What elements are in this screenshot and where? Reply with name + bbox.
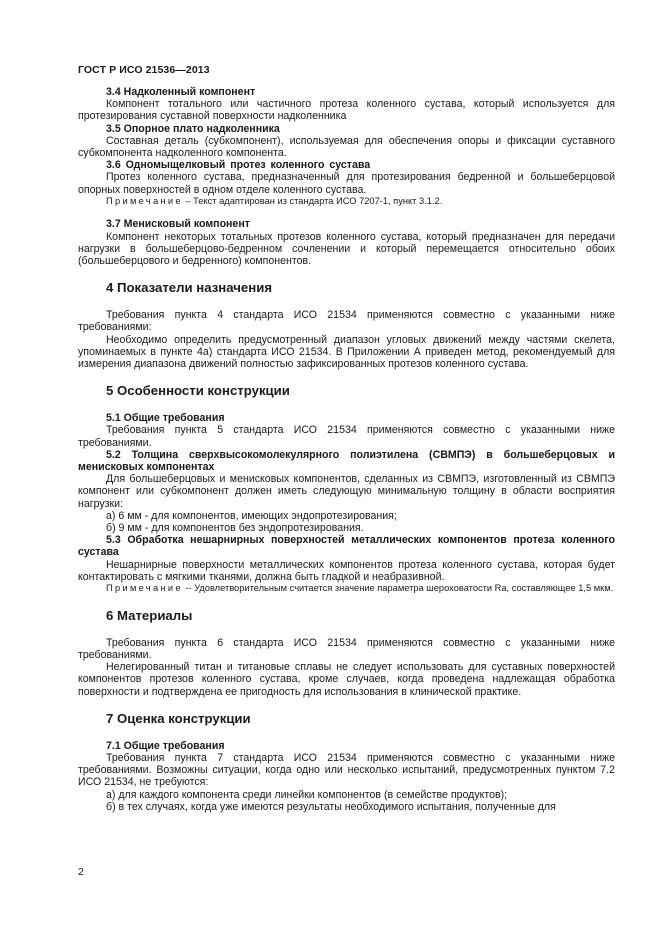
note-label: Примечание — [106, 583, 183, 594]
section-3-6-note — [78, 196, 615, 208]
section-5-3-note — [78, 583, 615, 595]
document-header: ГОСТ Р ИСО 21536—2013 — [78, 64, 210, 76]
section-7-1-text: Требования пункта 7 стандарта ИСО 21534 применяются совместно с указанными ниже требованиями. Возможны ситуации, когда одно или несколько испытаний, предусмотренных пунктом 7.2 ИСО 21534, не требуются: — [78, 751, 615, 789]
section-6-heading: 6 Материалы — [106, 607, 193, 623]
section-3-6-text: Протез коленного сустава, предназначенный для протезирования бедренной и большеберцовой опорных поверхностей в одном отделе коленного сустава. — [78, 171, 615, 196]
section-3-5-title: 3.5 Опорное плато надколенника — [106, 122, 280, 135]
section-5-heading: 5 Особенности конструкции — [106, 383, 290, 399]
section-5-3-text: Нешарнирные поверхности металлических компонентов протеза коленного сустава, которая будет контактировать с мягкими тканями, должна быть гладкой и неабразивной. — [78, 558, 615, 583]
section-7-1-item-a: а) для каждого компонента среди линейки компонентов (в семействе продуктов); — [106, 788, 508, 801]
section-4-heading: 4 Показатели назначения — [106, 280, 273, 296]
section-5-2-item-b: б) 9 мм - для компонентов без эндопротезирования. — [106, 522, 364, 535]
section-3-4-title: 3.4 Надколенный компонент — [106, 86, 256, 98]
section-3-4-text: Компонент тотального или частичного протеза коленного сустава, который используется для протезирования суставной поверхности надколенника — [78, 98, 615, 123]
section-3-7-title: 3.7 Менисковый компонент — [106, 218, 250, 231]
section-5-2-title: 5.2 Толщина сверхвысокомолекулярного полиэтилена (СВМПЭ) в большеберцовых и менисковых компонентах — [78, 448, 615, 474]
note-text: – Текст адаптирован из стандарта ИСО 7207-1, пункт 3.1.2. — [182, 195, 443, 206]
section-7-1-item-b: б) в тех случаях, когда уже имеются результаты необходимого испытания, полученные для — [106, 800, 556, 813]
note-text: -- Удовлетворительным считается значение параметра шероховатости Ra, составляющее 1,5 мкм. — [182, 583, 614, 594]
section-3-6-title: 3.6 Одномыщелковый протез коленного сустава — [106, 159, 371, 172]
section-3-5-text: Составная деталь (субкомпонент), используемая для обеспечения опоры и фиксации суставного субкомпонента надколенного компонента. — [78, 134, 615, 160]
section-5-2-text: Для большеберцовых и менисковых компонентов, сделанных из СВМПЭ, изготовленный из СВМПЭ компонент или субкомпонент должен иметь следующую минимальную толщину в области восприятия нагрузки: — [78, 473, 615, 510]
section-5-3-title: 5.3 Обработка нешарнирных поверхностей металлических компонентов протеза коленного сустава — [78, 534, 615, 559]
section-5-2-item-a: а) 6 мм - для компонентов, имеющих эндопротезирования; — [106, 509, 397, 522]
page-number: 2 — [78, 866, 84, 878]
section-6-paragraph-2: Нелегированный титан и титановые сплавы не следует использовать для суставных поверхностей компонентов протезов коленного сустава, кроме случаев, когда проведена надлежащая обработка поверхности и подтверждена ее пригодность для использования в клинической практике. — [78, 661, 615, 698]
section-6-paragraph-1: Требования пункта 6 стандарта ИСО 21534 применяются совместно с указанными ниже требованиями. — [78, 636, 615, 661]
section-7-heading: 7 Оценка конструкции — [106, 710, 251, 726]
section-3-7-text: Компонент некоторых тотальных протезов коленного сустава, который предназначен для передачи нагрузки в большеберцово-бедренном сочленении и который перемещается относительно обоих (большеберцового и бедренного) компонентов. — [78, 230, 615, 268]
section-7-1-title: 7.1 Общие требования — [106, 739, 225, 752]
section-5-1-text: Требования пункта 5 стандарта ИСО 21534 применяются совместно с указанными ниже требованиями. — [78, 424, 615, 449]
section-5-1-title: 5.1 Общие требования — [106, 412, 225, 425]
section-4-paragraph-2: Необходимо определить предусмотренный диапазон угловых движений между частями скелета, упоминаемых в пункте 4а) стандарта ИСО 21534. В Приложении А приведен метод, рекомендуемый для измерения диапазона движений полностью зафиксированных протезов коленного сустава. — [78, 333, 615, 371]
note-label: Примечание — [106, 195, 183, 206]
section-4-paragraph-1: Требования пункта 4 стандарта ИСО 21534 применяются совместно с указанными ниже требованиями: — [78, 309, 615, 334]
document-body — [78, 86, 615, 813]
